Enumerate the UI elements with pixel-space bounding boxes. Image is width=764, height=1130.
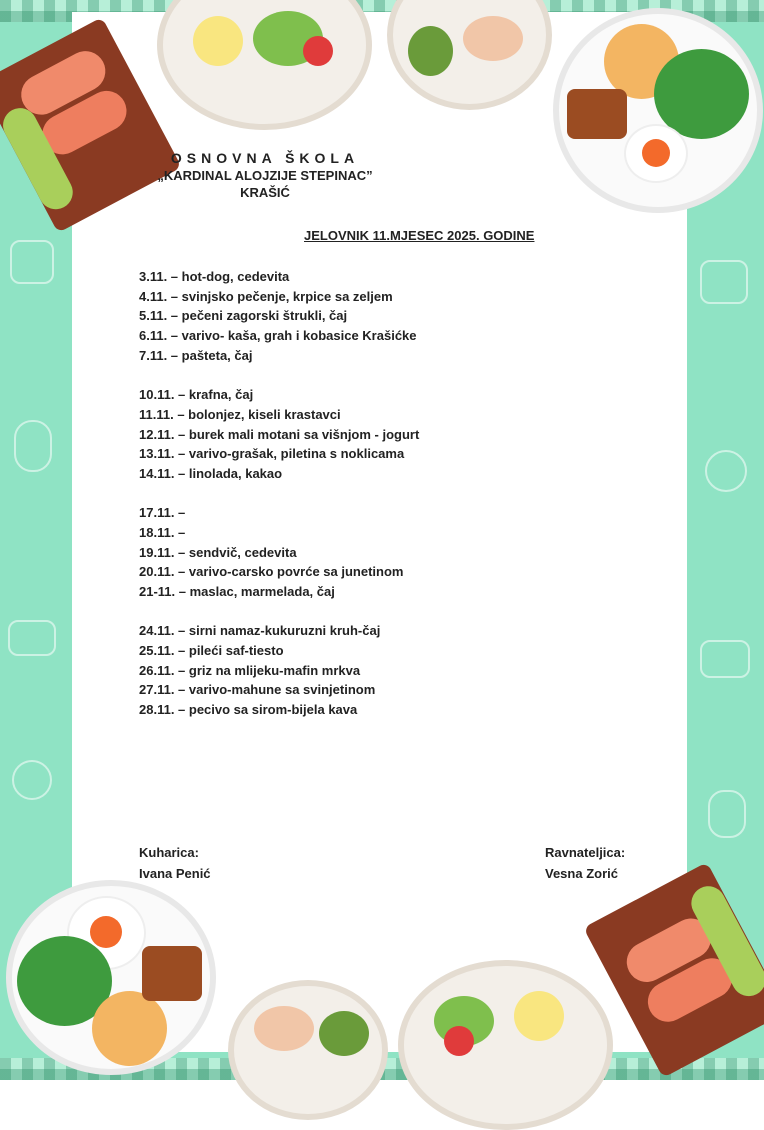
menu-item: 21-11. – maslac, marmelada, čaj	[139, 584, 335, 599]
doodle-icon	[10, 240, 54, 284]
cook-name: Ivana Penić	[139, 866, 211, 881]
principal-signature	[545, 842, 625, 884]
menu-item: 18.11. –	[139, 524, 186, 540]
menu-item: 10.11. – krafna, čaj	[139, 387, 254, 403]
school-location: KRAŠIĆ	[240, 185, 290, 200]
school-header	[140, 150, 390, 201]
menu-item: 7.11. – pašteta, čaj	[139, 347, 253, 363]
menu-item: 17.11. –	[139, 505, 186, 521]
menu-item: 24.11. – sirni namaz-kukuruzni kruh-čaj	[139, 623, 381, 639]
menu-item: 27.11. – varivo-mahune sa svinjetinom	[139, 682, 376, 698]
menu-item: 13.11. – varivo-grašak, piletina s noklicama	[139, 446, 405, 462]
menu-item: 4.11. – svinjsko pečenje, krpice sa zeljem	[139, 288, 393, 304]
menu-item: 20.11. – varivo-carsko povrće sa junetinom	[139, 564, 404, 580]
doodle-icon	[12, 760, 52, 800]
doodle-icon	[705, 450, 747, 492]
menu-item: 25.11. – pileći saf-tiesto	[139, 643, 284, 659]
menu-item: 6.11. – varivo- kaša, grah i kobasice Krašićke	[139, 328, 417, 344]
menu-item: 5.11. – pečeni zagorski štrukli, čaj	[139, 308, 348, 324]
menu-item: 19.11. – sendvič, cedevita	[139, 544, 297, 560]
egg-bagel-plate-icon	[553, 8, 763, 213]
menu-item: 12.11. – burek mali motani sa višnjom - jogurt	[139, 426, 420, 442]
menu-item: 3.11. – hot-dog, cedevita	[139, 269, 290, 284]
salad-bowl-icon	[228, 980, 388, 1120]
doodle-icon	[14, 420, 52, 472]
menu-item: 11.11. – bolonjez, kiseli krastavci	[139, 406, 341, 422]
salad-bowl-icon	[398, 960, 613, 1130]
school-name-line2: „KARDINAL ALOJZIJE STEPINAC”	[157, 168, 373, 183]
principal-name: Vesna Zorić	[545, 866, 618, 881]
cook-signature	[139, 842, 211, 884]
doodle-icon	[700, 260, 748, 304]
egg-bagel-plate-icon	[6, 880, 216, 1075]
menu-item: 14.11. – linolada, kakao	[139, 465, 283, 481]
menu-title: JELOVNIK 11.MJESEC 2025. GODINE	[304, 228, 535, 243]
menu-item: 26.11. – griz na mlijeku-mafin mrkva	[139, 662, 361, 678]
principal-role: Ravnateljica:	[545, 845, 626, 860]
menu-item: 28.11. – pecivo sa sirom-bijela kava	[139, 702, 358, 718]
doodle-icon	[700, 640, 750, 678]
doodle-icon	[708, 790, 746, 838]
school-name-line1: OSNOVNA ŠKOLA	[170, 150, 360, 166]
menu-list	[139, 267, 559, 720]
cook-role: Kuharica:	[139, 845, 199, 860]
doodle-icon	[8, 620, 56, 656]
